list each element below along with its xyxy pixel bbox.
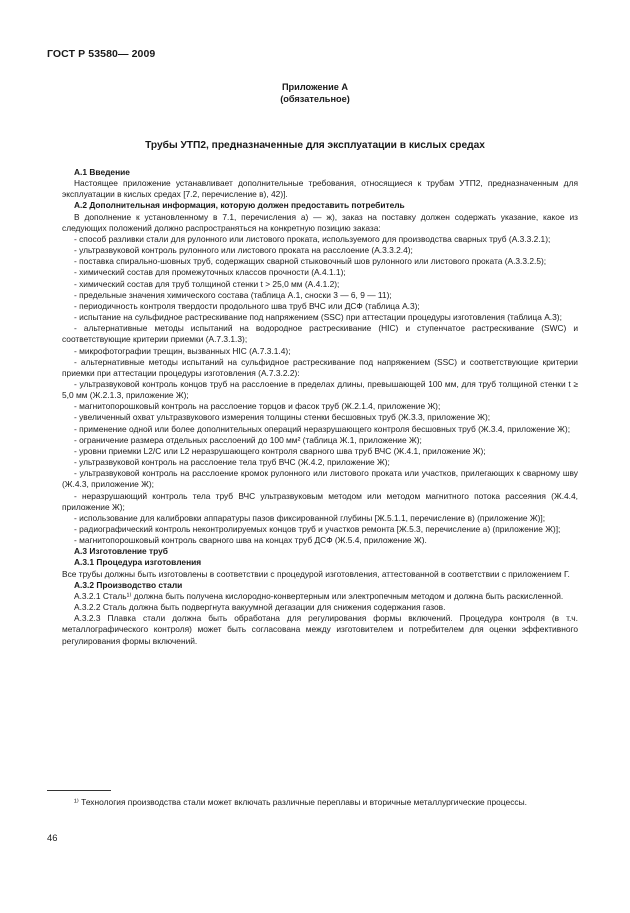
paragraph: - способ разливки стали для рулонного или листового проката, используемого для производства сварных труб (А.3.3.2.1);	[74, 233, 551, 244]
paragraph: - микрофотографии трещин, вызванных HIC (А.7.3.1.4);	[74, 345, 291, 356]
footnote: ¹⁾ Технология производства стали может включать различные переплавы и вторичные металлургические процессы.	[74, 797, 527, 807]
paragraph: - уровни приемки L2/C или L2 неразрушающего контроля сварного шва труб ВЧС (Ж.4.1, приложение Ж);	[74, 445, 486, 456]
section-title: Трубы УТП2, предназначенные для эксплуатации в кислых средах	[145, 140, 485, 151]
paragraph: - ультразвуковой контроль концов труб на расслоение в пределах длины, превышающей 100 мм, для труб толщиной стенки t ≥ 5,0 мм (Ж.2.1.3, приложение Ж);	[62, 378, 578, 401]
paragraph: В дополнение к установленному в 7.1, перечисления а) — ж), заказ на поставку должен содержать указание, какое из следующих положений должно распространяться на конкретную позицию заказа:	[62, 211, 578, 233]
paragraph: А.3.2.3 Плавка стали должна быть обработана для регулирования формы включений. Процедура контроля (в т.ч. металлографического контроля) может быть согласована между изготовителем и потребителем для оценки эффективного регулирования формы включений.	[62, 613, 578, 646]
paragraph: - поставка спирально-шовных труб, содержащих сварной стыковочный шов рулонного или листового проката (А.3.3.2.5);	[74, 256, 547, 267]
annex-status: (обязательное)	[280, 94, 350, 104]
paragraph: - предельные значения химического состава (таблица А.1, сноски 3 — 6, 9 — 11);	[74, 289, 392, 300]
paragraph: - неразрушающий контроль тела труб ВЧС ультразвуковым методом или методом магнитного потока рассеяния (Ж.4.4, приложение Ж);	[62, 490, 578, 512]
paragraph: - альтернативные методы испытаний на сульфидное растрескивание под напряжением (SSC) и соответствующие критерии приемки при аттестации процедуры изготовления (А.7.3.2.2):	[62, 356, 578, 378]
paragraph: - радиографический контроль неконтролируемых концов труб и участков ремонта [Ж.5.3, перечисление а) (приложение Ж)];	[74, 524, 561, 534]
page-number: 46	[47, 832, 58, 843]
body-text	[62, 167, 578, 647]
section-heading: А.3.2 Производство стали	[74, 579, 183, 590]
paragraph: - магнитопорошковый контроль сварного шва на концах труб ДСФ (Ж.5.4, приложение Ж).	[74, 535, 427, 546]
paragraph: - альтернативные методы испытаний на водородное растрескивание (HIC) и ступенчатое растрескивание (SWC) и соответствующие критерии приемки (А.7.3.1.3);	[62, 323, 578, 345]
annex-name: Приложение А	[281, 82, 349, 92]
section-heading: А.3 Изготовление труб	[74, 546, 168, 557]
paragraph: - химический состав для промежуточных классов прочности (А.4.1.1);	[74, 267, 346, 278]
paragraph: - применение одной или более дополнительных операций неразрушающего контроля бесшовных труб (Ж.3.4, приложение Ж);	[74, 423, 571, 434]
paragraph: А.3.2.2 Сталь должна быть подвергнута вакуумной дегазации для снижения содержания газов.	[74, 602, 446, 613]
paragraph: - ограничение размера отдельных расслоений до 100 мм² (таблица Ж.1, приложение Ж);	[74, 434, 422, 445]
section-heading: А.3.1 Процедура изготовления	[74, 557, 202, 568]
paragraph: - использование для калибровки аппаратуры пазов фиксированной глубины [Ж.5.1.1, перечисление в) (приложение Ж)];	[74, 512, 546, 523]
document-header: ГОСТ Р 53580— 2009	[47, 48, 156, 60]
footnote-separator	[47, 790, 111, 791]
paragraph: Настоящее приложение устанавливает дополнительные требования, относящиеся к трубам УТП2, предназначенным для эксплуатации в кислых средах [7.2, перечисление в), 42)].	[62, 178, 578, 200]
paragraph: - ультразвуковой контроль на расслоение тела труб ВЧС (Ж.4.2, приложение Ж);	[74, 457, 390, 468]
paragraph: А.3.2.1 Сталь¹⁾ должна быть получена кислородно-конвертерным или электропечным методом и должна быть раскисленной.	[74, 590, 564, 601]
paragraph: - испытание на сульфидное растрескивание под напряжением (SSC) при аттестации процедуры изготовления (таблица А.3);	[74, 312, 562, 323]
section-heading: А.2 Дополнительная информация, которую должен предоставить потребитель	[74, 200, 405, 211]
paragraph: - магнитопорошковый контроль на расслоение торцов и фасок труб (Ж.2.1.4, приложение Ж);	[74, 401, 441, 412]
paragraph: - периодичность контроля твердости продольного шва труб ВЧС или ДСФ (таблица А.3);	[74, 300, 420, 311]
paragraph: Все трубы должны быть изготовлены в соответствии с процедурой изготовления, аттестованной в соответствии с приложением Г.	[62, 568, 570, 579]
paragraph: - увеличенный охват ультразвукового измерения толщины стенки бесшовных труб (Ж.3.3, приложение Ж);	[74, 412, 491, 423]
paragraph: - ультразвуковой контроль на расслоение кромок рулонного или листового проката или участков, прилегающих к сварному шву (Ж.4.3, приложение Ж);	[62, 468, 578, 490]
section-heading: А.1 Введение	[74, 167, 130, 177]
paragraph: - химический состав для труб толщиной стенки t > 25,0 мм (А.4.1.2);	[74, 278, 340, 289]
paragraph: - ультразвуковой контроль рулонного или листового проката на расслоение (А.3.3.2.4);	[74, 245, 413, 256]
